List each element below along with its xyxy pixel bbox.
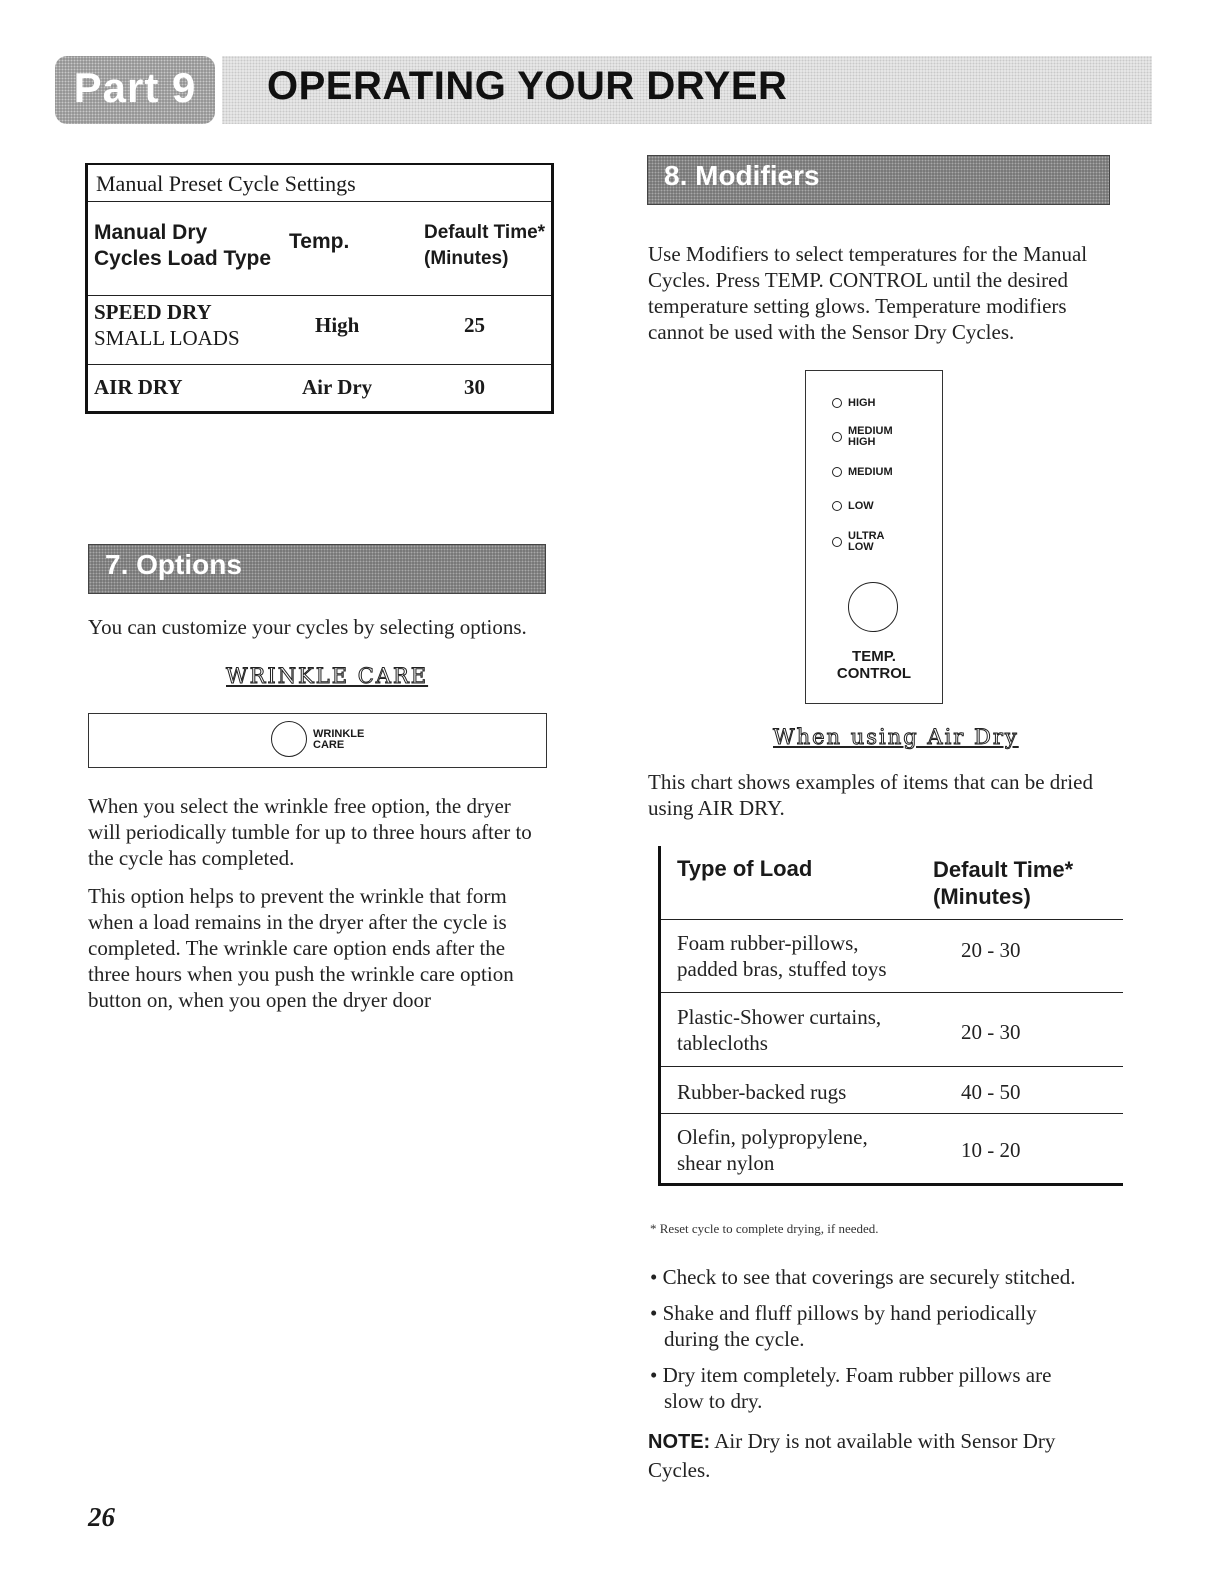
chapter-title: OPERATING YOUR DRYER [267,64,788,108]
indicator-light [832,398,842,408]
wrinkle-care-button[interactable] [271,721,307,757]
header-default-time: Default Time* (Minutes) [933,857,1074,909]
wrinkle-para-1: When you select the wrinkle free option, the dryer will periodically tumble for up to three hours after to the cycle has completed. [88,794,532,870]
wrinkle-para-2: This option helps to prevent the wrinkle that form when a load remains in the dryer after the cycle is completed. The wrinkle care option ends after the three hours when you push the wrinkle care option button on, when you open the dryer door [88,884,514,1012]
wrinkle-care-label: WRINKLE CARE [313,728,365,751]
footnote: * Reset cycle to complete drying, if needed. [650,1221,879,1236]
temp-option-medium: MEDIUM [848,466,893,478]
table-row: Rubber-backed rugs [677,1080,847,1104]
row-divider [661,1113,1123,1114]
table-row: SPEED DRY SMALL LOADS [94,300,240,350]
preset-settings-table [85,163,554,414]
row-divider [661,1066,1123,1067]
indicator-light [832,432,842,442]
header-time: Default Time* (Minutes) [424,222,546,269]
row-divider [88,364,551,365]
indicator-light [832,537,842,547]
temp-option-ultra-low: ULTRA LOW [848,530,885,553]
time-cell: 25 [464,313,485,337]
time-cell: 20 - 30 [961,938,1021,962]
note-text: Air Dry is not available with Sensor Dry Cycles. [648,1429,1056,1482]
options-heading: 7. Options [105,549,242,580]
temp-option-medium-high: MEDIUM HIGH [848,425,893,448]
part-label-badge [55,56,215,124]
time-cell: 10 - 20 [961,1138,1021,1162]
temp-cell: High [315,313,360,337]
time-cell: 40 - 50 [961,1080,1021,1104]
options-intro: You can customize your cycles by selecting options. [88,615,527,639]
time-cell: 20 - 30 [961,1020,1021,1044]
modifiers-heading: 8. Modifiers [664,160,820,191]
temp-control-button[interactable] [848,582,898,632]
row-divider [88,295,551,296]
header-load-type: Type of Load [677,856,813,881]
temp-cell: Air Dry [302,375,373,399]
table-row: AIR DRY [94,375,183,399]
row-divider [661,992,1123,993]
chapter-title-bar [222,56,1152,124]
bullet-item: • Check to see that coverings are securely stitched. [650,1265,1076,1289]
temp-control-label: TEMP. CONTROL [836,648,912,682]
bullet-item: • Shake and fluff pillows by hand periodically during the cycle. [650,1301,1037,1351]
modifiers-heading-bar [647,155,1110,205]
temp-option-high: HIGH [848,397,876,409]
part-label: Part 9 [73,64,197,111]
row-divider [661,919,1123,920]
page-number: 26 [88,1502,115,1532]
options-heading-bar [88,544,546,594]
table-row: Foam rubber-pillows, padded bras, stuffed toys [677,931,887,981]
air-dry-subheading: When using Air Dry [773,725,1019,749]
air-dry-table [658,846,1123,1186]
air-dry-intro: This chart shows examples of items that can be dried using AIR DRY. [648,770,1093,820]
note-label: NOTE: [648,1431,711,1453]
temp-option-low: LOW [848,500,874,512]
indicator-light [832,467,842,477]
note [648,1428,1088,1486]
temp-control-panel [805,370,943,704]
table-caption: Manual Preset Cycle Settings [88,165,551,202]
modifiers-intro: Use Modifiers to select temperatures for the Manual Cycles. Press TEMP. CONTROL until the desired temperature setting glows. Temperature modifiers cannot be used with the Sensor Dry Cycles. [648,242,1088,344]
wrinkle-care-subheading: WRINKLE CARE [226,664,429,688]
header-cycle: Manual Dry Cycles Load Type [94,221,272,270]
header-temp: Temp. [289,230,350,253]
indicator-light [832,501,842,511]
wrinkle-care-panel [88,713,547,768]
bullet-item: • Dry item completely. Foam rubber pillows are slow to dry. [650,1363,1052,1413]
table-row: Olefin, polypropylene, shear nylon [677,1125,868,1175]
time-cell: 30 [464,375,485,399]
table-row: Plastic-Shower curtains, tablecloths [677,1005,882,1055]
